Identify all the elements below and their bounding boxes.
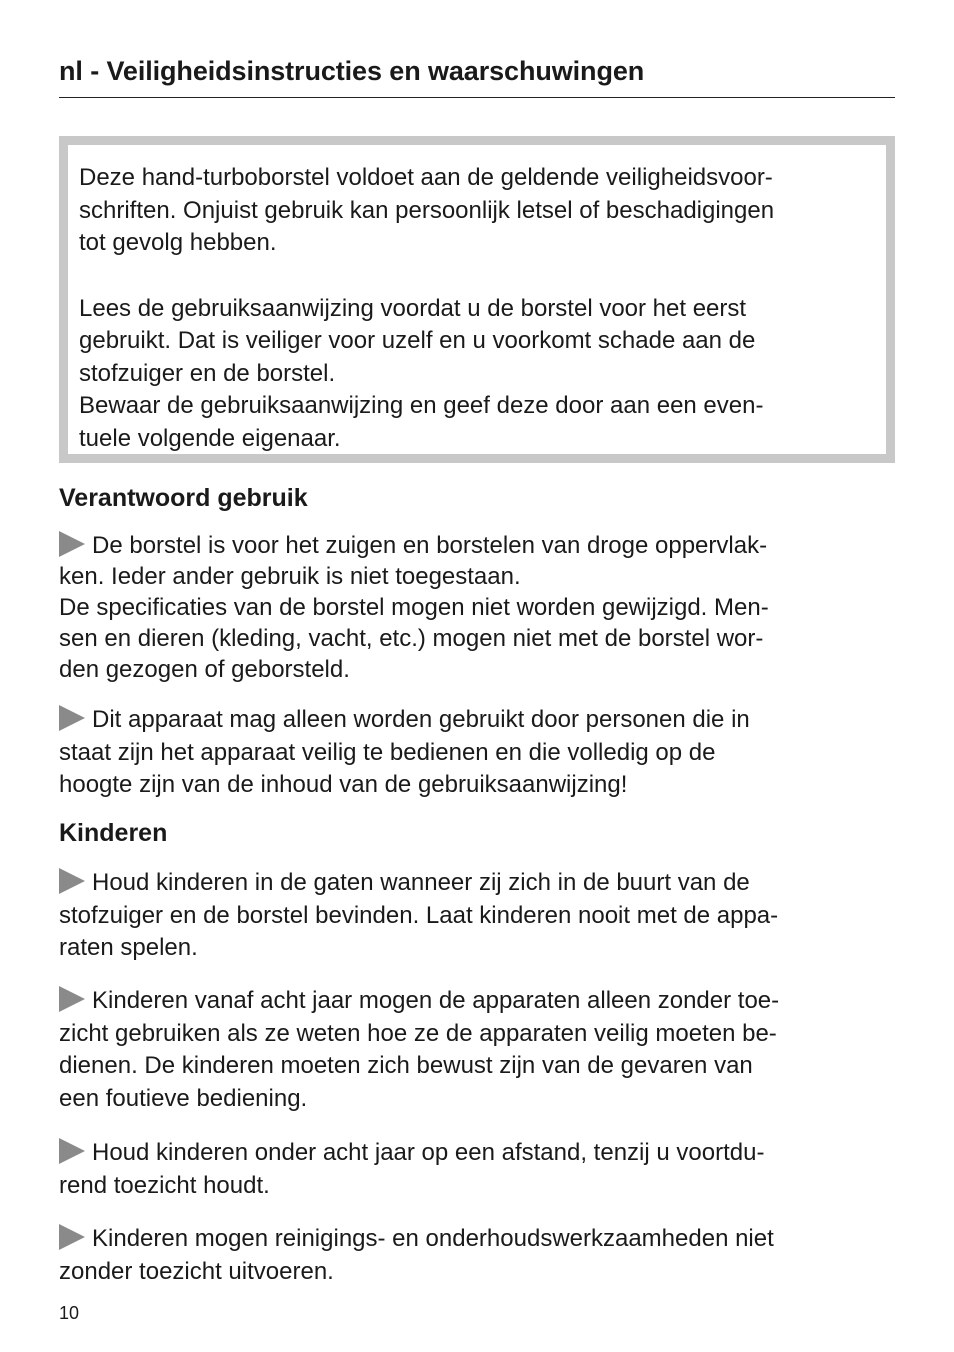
item-line: een foutieve bediening. [59, 1084, 308, 1112]
item-line: De borstel is voor het zuigen en borstelen van droge oppervlak- [92, 532, 768, 559]
bullet-triangle-icon [59, 986, 85, 1012]
page-title: nl - Veiligheidsinstructies en waarschuwingen [59, 56, 645, 86]
item-line: zonder toezicht uitvoeren. [59, 1257, 334, 1285]
warning-paragraph-1 [79, 162, 876, 260]
warning-box [59, 136, 895, 463]
item-line: Kinderen vanaf acht jaar mogen de apparaten alleen zonder toe- [92, 987, 780, 1014]
item-line: rend toezicht houdt. [59, 1171, 270, 1199]
bullet-triangle-icon [59, 1224, 85, 1250]
item-line: ken. Ieder ander gebruik is niet toegestaan. [59, 563, 521, 590]
item-line: den gezogen of geborsteld. [59, 656, 350, 683]
item-line: stofzuiger en de borstel bevinden. Laat kinderen nooit met de appa- [59, 901, 779, 929]
list-item [59, 704, 895, 802]
warning-line: Deze hand-turboborstel voldoet aan de geldende veiligheidsvoor- [79, 164, 773, 191]
warning-line: stofzuiger en de borstel. [79, 359, 336, 387]
item-line: staat zijn het apparaat veilig te bedienen en die volledig op de [59, 738, 716, 766]
item-line: Kinderen mogen reinigings- en onderhoudswerkzaamheden niet [92, 1225, 774, 1252]
warning-paragraph-2 [79, 293, 876, 456]
warning-line: tot gevolg hebben. [79, 229, 277, 256]
item-line: Dit apparaat mag alleen worden gebruikt door personen die in [92, 706, 750, 733]
section-heading-verantwoord-gebruik: Verantwoord gebruik [59, 484, 308, 512]
list-item [59, 1137, 895, 1202]
page-number: 10 [59, 1303, 80, 1323]
warning-line: gebruikt. Dat is veiliger voor uzelf en u voorkomt schade aan de [79, 327, 756, 354]
item-line: raten spelen. [59, 934, 198, 961]
bullet-triangle-icon [59, 531, 85, 557]
item-line: Houd kinderen onder acht jaar op een afstand, tenzij u voortdu- [92, 1139, 765, 1166]
section-heading-kinderen: Kinderen [59, 819, 168, 847]
list-item [59, 867, 895, 965]
warning-line: Lees de gebruiksaanwijzing voordat u de borstel voor het eerst [79, 294, 747, 322]
bullet-triangle-icon [59, 868, 85, 894]
bullet-triangle-icon [59, 1138, 85, 1164]
item-line: dienen. De kinderen moeten zich bewust zijn van de gevaren van [59, 1052, 753, 1079]
list-item [59, 1223, 895, 1288]
warning-line: schriften. Onjuist gebruik kan persoonlijk letsel of beschadigingen [79, 196, 775, 224]
item-line: De specificaties van de borstel mogen niet worden gewijzigd. Men- [59, 594, 769, 621]
page-header [59, 52, 895, 98]
warning-line: tuele volgende eigenaar. [79, 424, 341, 452]
item-line: hoogte zijn van de inhoud van de gebruiksaanwijzing! [59, 771, 628, 798]
item-line: sen en dieren (kleding, vacht, etc.) mogen niet met de borstel wor- [59, 625, 764, 652]
item-line: zicht gebruiken als ze weten hoe ze de apparaten veilig moeten be- [59, 1019, 777, 1047]
bullet-triangle-icon [59, 705, 85, 731]
item-line: Houd kinderen in de gaten wanneer zij zich in de buurt van de [92, 869, 750, 896]
warning-line: Bewaar de gebruiksaanwijzing en geef deze door aan een even- [79, 392, 764, 419]
list-item [59, 985, 895, 1115]
list-item [59, 530, 895, 685]
